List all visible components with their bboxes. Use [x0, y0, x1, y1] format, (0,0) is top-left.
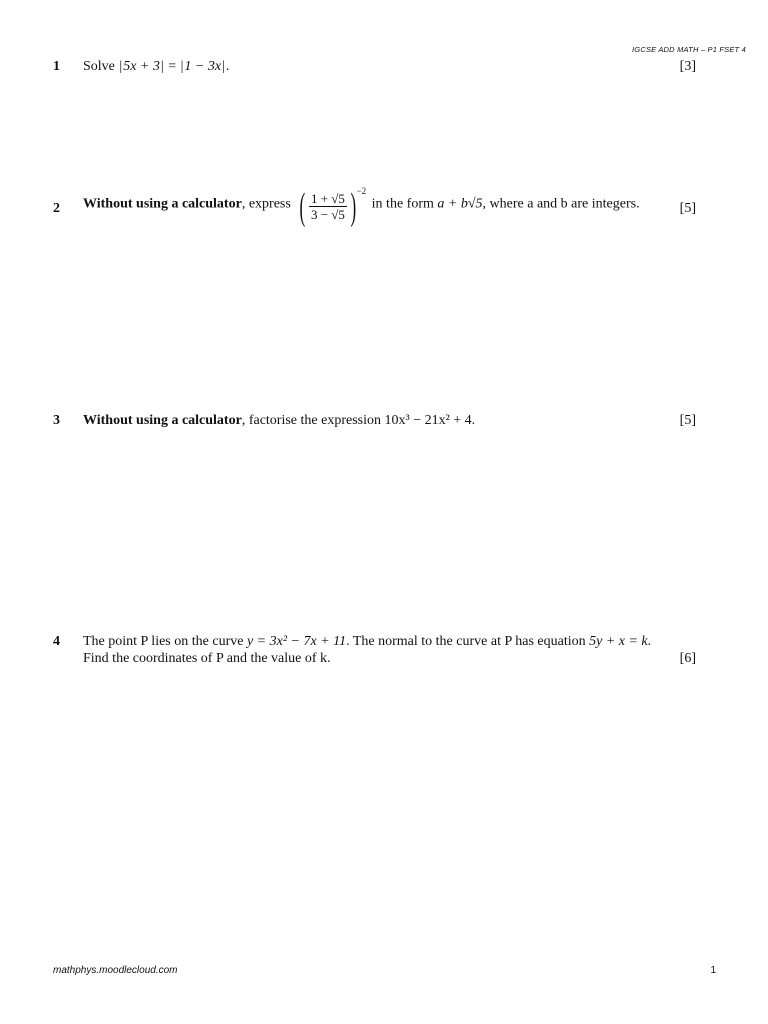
page-header: IGCSE ADD MATH – P1 FSET 4: [632, 45, 746, 54]
question-number: 4: [53, 634, 60, 649]
question-4: [53, 633, 696, 673]
question-number: 2: [53, 201, 60, 216]
surd-form: a + b√5: [437, 196, 483, 212]
normal-equation: 5y + x = k: [589, 634, 648, 649]
fraction-denominator: 3 − √5: [310, 207, 345, 223]
question-text: Without using a calculator, factorise the expression 10x³ − 21x² + 4.: [83, 413, 476, 428]
question-number: 3: [53, 413, 60, 428]
footer-site: mathphys.moodlecloud.com: [53, 965, 178, 976]
curve-equation: y = 3x² − 7x + 11: [246, 634, 347, 649]
abs-expression-left: 5x + 3: [123, 59, 160, 74]
cubic-expression: 10x³ − 21x² + 4.: [384, 413, 476, 428]
abs-expression-right: 1 − 3x: [184, 59, 222, 74]
fraction-expression: ( $\frac{1 + √5}{3 - √5}$ )$^{-2}$: [299, 185, 367, 228]
marks-label: [5]: [679, 413, 696, 428]
question-line-1: The point P lies on the curve y = 3x² − 7x + 11. The normal to the curve at P has equation 5y + x = k.: [83, 634, 652, 649]
marks-label: [6]: [679, 651, 696, 666]
question-number: 1: [53, 59, 60, 74]
question-text: [83, 633, 696, 667]
question-text: Without using a calculator, express ( $\frac{1 + √5}{3 - √5}$ )$^{-2}$ in the form a + b√5, where a and b are integers.: [83, 183, 696, 226]
marks-label: [3]: [679, 59, 696, 74]
page-number: 1: [710, 965, 716, 976]
fraction-power: −2: [356, 186, 367, 196]
marks-label: [5]: [679, 201, 696, 216]
fraction-numerator: 1 + √5: [310, 191, 345, 207]
question-line-2: Find the coordinates of P and the value of k.: [83, 651, 331, 666]
question-text: Solve |5x + 3| = |1 − 3x|.: [83, 59, 230, 74]
question-2: [53, 183, 696, 233]
